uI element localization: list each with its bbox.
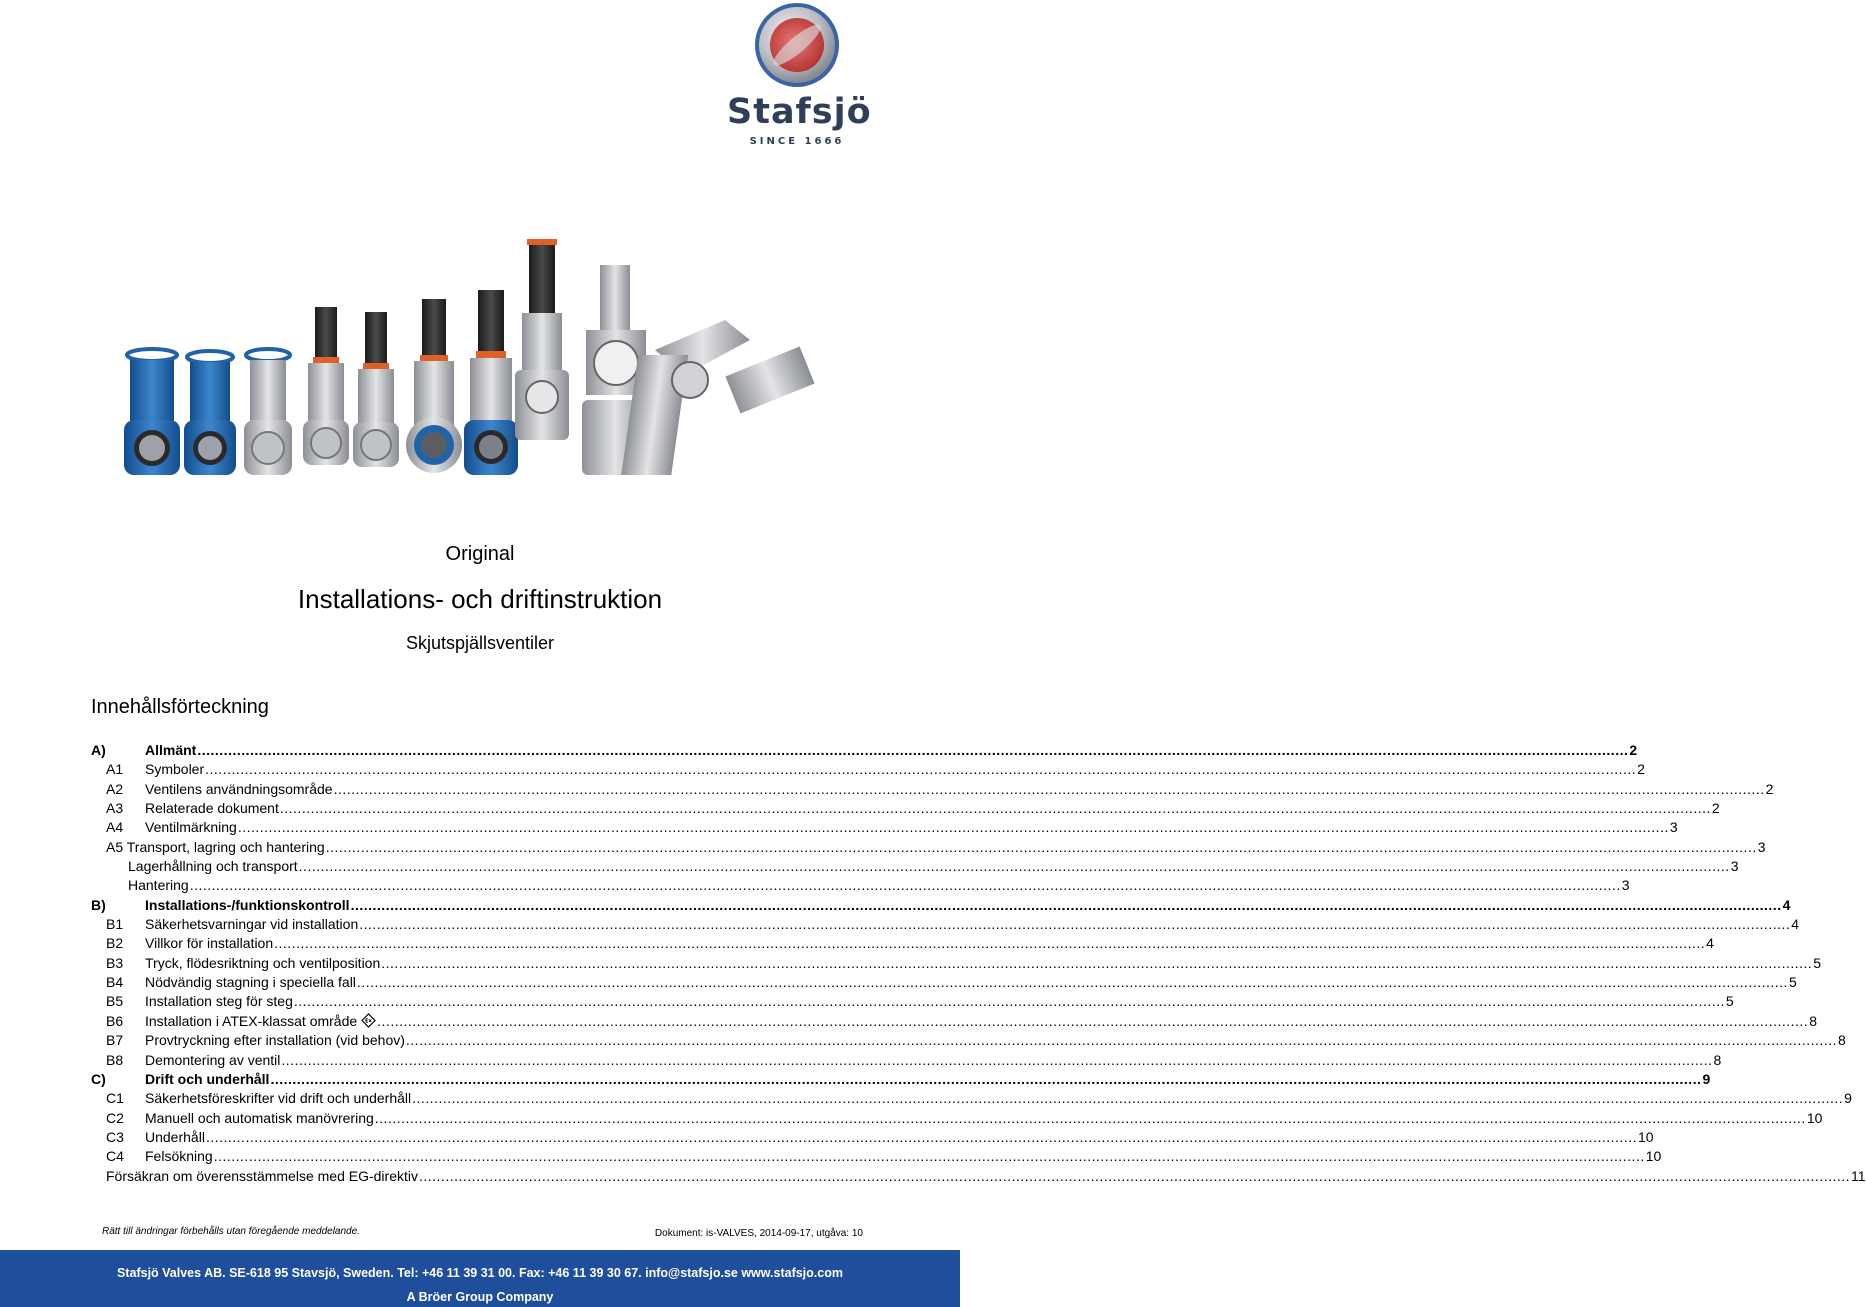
toc-page: 3 (1669, 819, 1678, 836)
toc-entry-a[interactable] (91, 741, 1638, 760)
toc-entry-lagerhallning[interactable] (91, 857, 1739, 876)
footer-disclaimer: Rätt till ändringar förbehålls utan föregående meddelande. (102, 1226, 360, 1237)
toc-entry-c3[interactable] (91, 1128, 1654, 1147)
toc-title: Installation i ATEX-klassat område (145, 1012, 358, 1029)
toc-page: 8 (1713, 1051, 1722, 1068)
toc-entry-b7[interactable] (91, 1031, 1846, 1050)
toc-code: B) (91, 896, 106, 913)
toc-entry-b3[interactable] (91, 954, 1822, 973)
toc-leader: ...................................................................................................................................................................................................................................................................................................................................... (359, 916, 1791, 933)
toc-code: C) (91, 1070, 106, 1087)
toc-leader: ...................................................................................................................................................................................................................................................................................................................................... (377, 1012, 1809, 1029)
toc-leader: ...................................................................................................................................................................................................................................................................................................................................... (325, 838, 1757, 855)
toc-page: 4 (1791, 916, 1800, 933)
toc-title: Felsökning (145, 1147, 214, 1166)
toc-title: Symboler (145, 760, 205, 779)
toc-code: A3 (106, 800, 124, 817)
toc-page: 3 (1757, 838, 1766, 855)
toc-title: Manuell och automatisk manövrering (145, 1109, 375, 1128)
valve-pneumatic-4 (464, 290, 518, 475)
toc-title: Ventilmärkning (145, 818, 238, 837)
toc-code: B5 (106, 993, 124, 1010)
toc-entry-c1[interactable] (91, 1089, 1852, 1108)
toc-entry-a5[interactable] (91, 838, 1766, 857)
toc-page: 3 (1730, 858, 1739, 875)
toc-page: 4 (1782, 896, 1791, 913)
toc-code: C2 (106, 1109, 124, 1126)
toc-code: B4 (106, 974, 124, 991)
toc-title: Säkerhetsvarningar vid installation (145, 915, 359, 934)
toc-title: Nödvändig stagning i speciella fall (145, 973, 357, 992)
label-original: Original (445, 543, 515, 565)
toc-page: 5 (1788, 974, 1797, 991)
toc-title: Lagerhållning och transport (128, 857, 299, 876)
toc-leader: ...................................................................................................................................................................................................................................................................................................................................... (412, 1090, 1844, 1107)
logo-since: SINCE 1666 (749, 136, 845, 147)
toc-title: Installation steg för steg (145, 992, 294, 1011)
atex-ex-icon (361, 1013, 376, 1028)
toc-title: Allmänt (145, 741, 197, 760)
toc-page: 9 (1702, 1070, 1711, 1087)
toc-page: 11 (1851, 1167, 1866, 1184)
toc-leader: ...................................................................................................................................................................................................................................................................................................................................... (281, 1051, 1713, 1068)
toc-title: Hantering (128, 876, 190, 895)
document-subtitle: Skjutspjällsventiler (405, 633, 555, 653)
toc-entry-b2[interactable] (91, 934, 1714, 953)
toc-title: Demontering av ventil (145, 1051, 281, 1070)
toc-title: Säkerhetsföreskrifter vid drift och underhåll (145, 1089, 412, 1108)
toc-page: 8 (1809, 1012, 1817, 1029)
toc-entry-hantering[interactable] (91, 876, 1630, 895)
toc-leader: ...................................................................................................................................................................................................................................................................................................................................... (405, 1032, 1837, 1049)
toc-title: Underhåll (145, 1128, 206, 1147)
toc-leader: ...................................................................................................................................................................................................................................................................................................................................... (197, 742, 1629, 758)
valve-angled-actuator (621, 320, 814, 475)
toc-leader: ...................................................................................................................................................................................................................................................................................................................................... (350, 896, 1782, 913)
toc-entry-b5[interactable] (91, 992, 1734, 1011)
toc-entry-b[interactable] (91, 896, 1791, 915)
toc-page: 2 (1629, 742, 1638, 758)
toc-entry-a1[interactable] (91, 760, 1645, 779)
toc-code: B2 (106, 935, 124, 952)
toc-page: 9 (1844, 1090, 1852, 1107)
toc-title: Installations-/funktionskontroll (145, 896, 351, 915)
toc-entry-c[interactable] (91, 1070, 1711, 1089)
toc-leader: ...................................................................................................................................................................................................................................................................................................................................... (381, 954, 1813, 971)
toc-page: 5 (1725, 993, 1734, 1010)
valve-lineup-image (110, 235, 810, 485)
toc-entry-b4[interactable] (91, 973, 1797, 992)
toc-page: 2 (1765, 780, 1774, 797)
toc-code: C1 (106, 1090, 124, 1107)
toc-leader: ...................................................................................................................................................................................................................................................................................................................................... (293, 993, 1725, 1010)
valve-handwheel-blue-2 (184, 351, 236, 475)
footer-group: A Bröer Group Company (406, 1290, 554, 1304)
toc-leader: ...................................................................................................................................................................................................................................................................................................................................... (374, 1109, 1806, 1126)
toc-entry-a3[interactable] (91, 799, 1720, 818)
toc-leader: ...................................................................................................................................................................................................................................................................................................................................... (213, 1148, 1645, 1165)
toc-page: 5 (1813, 954, 1822, 971)
toc-page: 8 (1837, 1032, 1846, 1049)
toc-entry-c4[interactable] (91, 1147, 1662, 1166)
toc-title: Relaterade dokument (145, 799, 280, 818)
toc-leader: ...................................................................................................................................................................................................................................................................................................................................... (205, 761, 1637, 778)
toc-leader: ...................................................................................................................................................................................................................................................................................................................................... (274, 935, 1706, 952)
toc-entry-b1[interactable] (91, 915, 1800, 934)
toc-page: 10 (1806, 1109, 1823, 1126)
toc-title: A5 Transport, lagring och hantering (106, 838, 326, 857)
valve-handwheel-blue-1 (124, 349, 180, 475)
toc-leader: ...................................................................................................................................................................................................................................................................................................................................... (333, 780, 1765, 797)
toc-page: 10 (1645, 1148, 1662, 1165)
toc-page: 2 (1637, 761, 1645, 778)
toc-leader: ...................................................................................................................................................................................................................................................................................................................................... (356, 974, 1788, 991)
footer-contact: Stafsjö Valves AB. SE-618 95 Stavsjö, Sweden. Tel: +46 11 39 31 00. Fax: +46 11 39 30 67. info@stafsjo.se www.stafsjo.com (117, 1266, 843, 1280)
toc-leader: ...................................................................................................................................................................................................................................................................................................................................... (270, 1070, 1702, 1087)
footer-document-id: Dokument: is-VALVES, 2014-09-17, utgåva: 10 (654, 1228, 863, 1239)
toc-code: A) (91, 742, 106, 758)
toc-code: C4 (106, 1148, 124, 1165)
toc-title: Drift och underhåll (145, 1070, 270, 1089)
toc-code: A1 (106, 761, 124, 778)
toc-code: C3 (106, 1128, 124, 1145)
toc-entry-b6[interactable] (91, 1012, 1817, 1031)
valve-pneumatic-5 (515, 239, 569, 440)
toc-page: 10 (1637, 1128, 1654, 1145)
toc-code: B6 (106, 1012, 124, 1029)
toc-code: A2 (106, 780, 124, 797)
toc-leader: ...................................................................................................................................................................................................................................................................................................................................... (279, 800, 1711, 817)
toc-leader: ...................................................................................................................................................................................................................................................................................................................................... (205, 1128, 1637, 1145)
toc-title: Försäkran om överensstämmelse med EG-direktiv (106, 1167, 419, 1186)
valve-pneumatic-1 (303, 307, 349, 465)
toc-code: B1 (106, 916, 124, 933)
valve-pneumatic-2 (353, 312, 399, 467)
toc-code: B3 (106, 954, 124, 971)
valve-pneumatic-3 (406, 299, 462, 473)
toc-entry-c2[interactable] (91, 1109, 1823, 1128)
toc-title: Villkor för installation (145, 934, 274, 953)
document-title: Installations- och driftinstruktion (297, 584, 663, 614)
valve-handwheel-steel (244, 349, 292, 475)
toc-page: 4 (1706, 935, 1714, 952)
toc-code: B7 (106, 1032, 124, 1049)
toc-entry-a4[interactable] (91, 818, 1678, 837)
toc-page: 3 (1621, 877, 1630, 894)
table-of-contents (91, 741, 1866, 1186)
toc-code: A4 (106, 819, 124, 836)
toc-entry-b8[interactable] (91, 1051, 1722, 1070)
toc-title: Tryck, flödesriktning och ventilposition (145, 954, 381, 973)
toc-heading: Innehållsförteckning (91, 696, 269, 718)
logo-brand: Stafsjö (727, 92, 872, 132)
toc-leader: ...................................................................................................................................................................................................................................................................................................................................... (298, 858, 1730, 875)
toc-title: Ventilens användningsområde (145, 780, 334, 799)
toc-leader: ...................................................................................................................................................................................................................................................................................................................................... (419, 1167, 1851, 1184)
toc-page: 2 (1711, 800, 1720, 817)
toc-entry-forsakran[interactable] (91, 1167, 1866, 1186)
toc-leader: ...................................................................................................................................................................................................................................................................................................................................... (237, 819, 1669, 836)
toc-entry-a2[interactable] (91, 780, 1774, 799)
toc-title: Provtryckning efter installation (vid behov) (145, 1031, 406, 1050)
toc-code: B8 (106, 1051, 124, 1068)
toc-leader: ...................................................................................................................................................................................................................................................................................................................................... (189, 877, 1621, 894)
